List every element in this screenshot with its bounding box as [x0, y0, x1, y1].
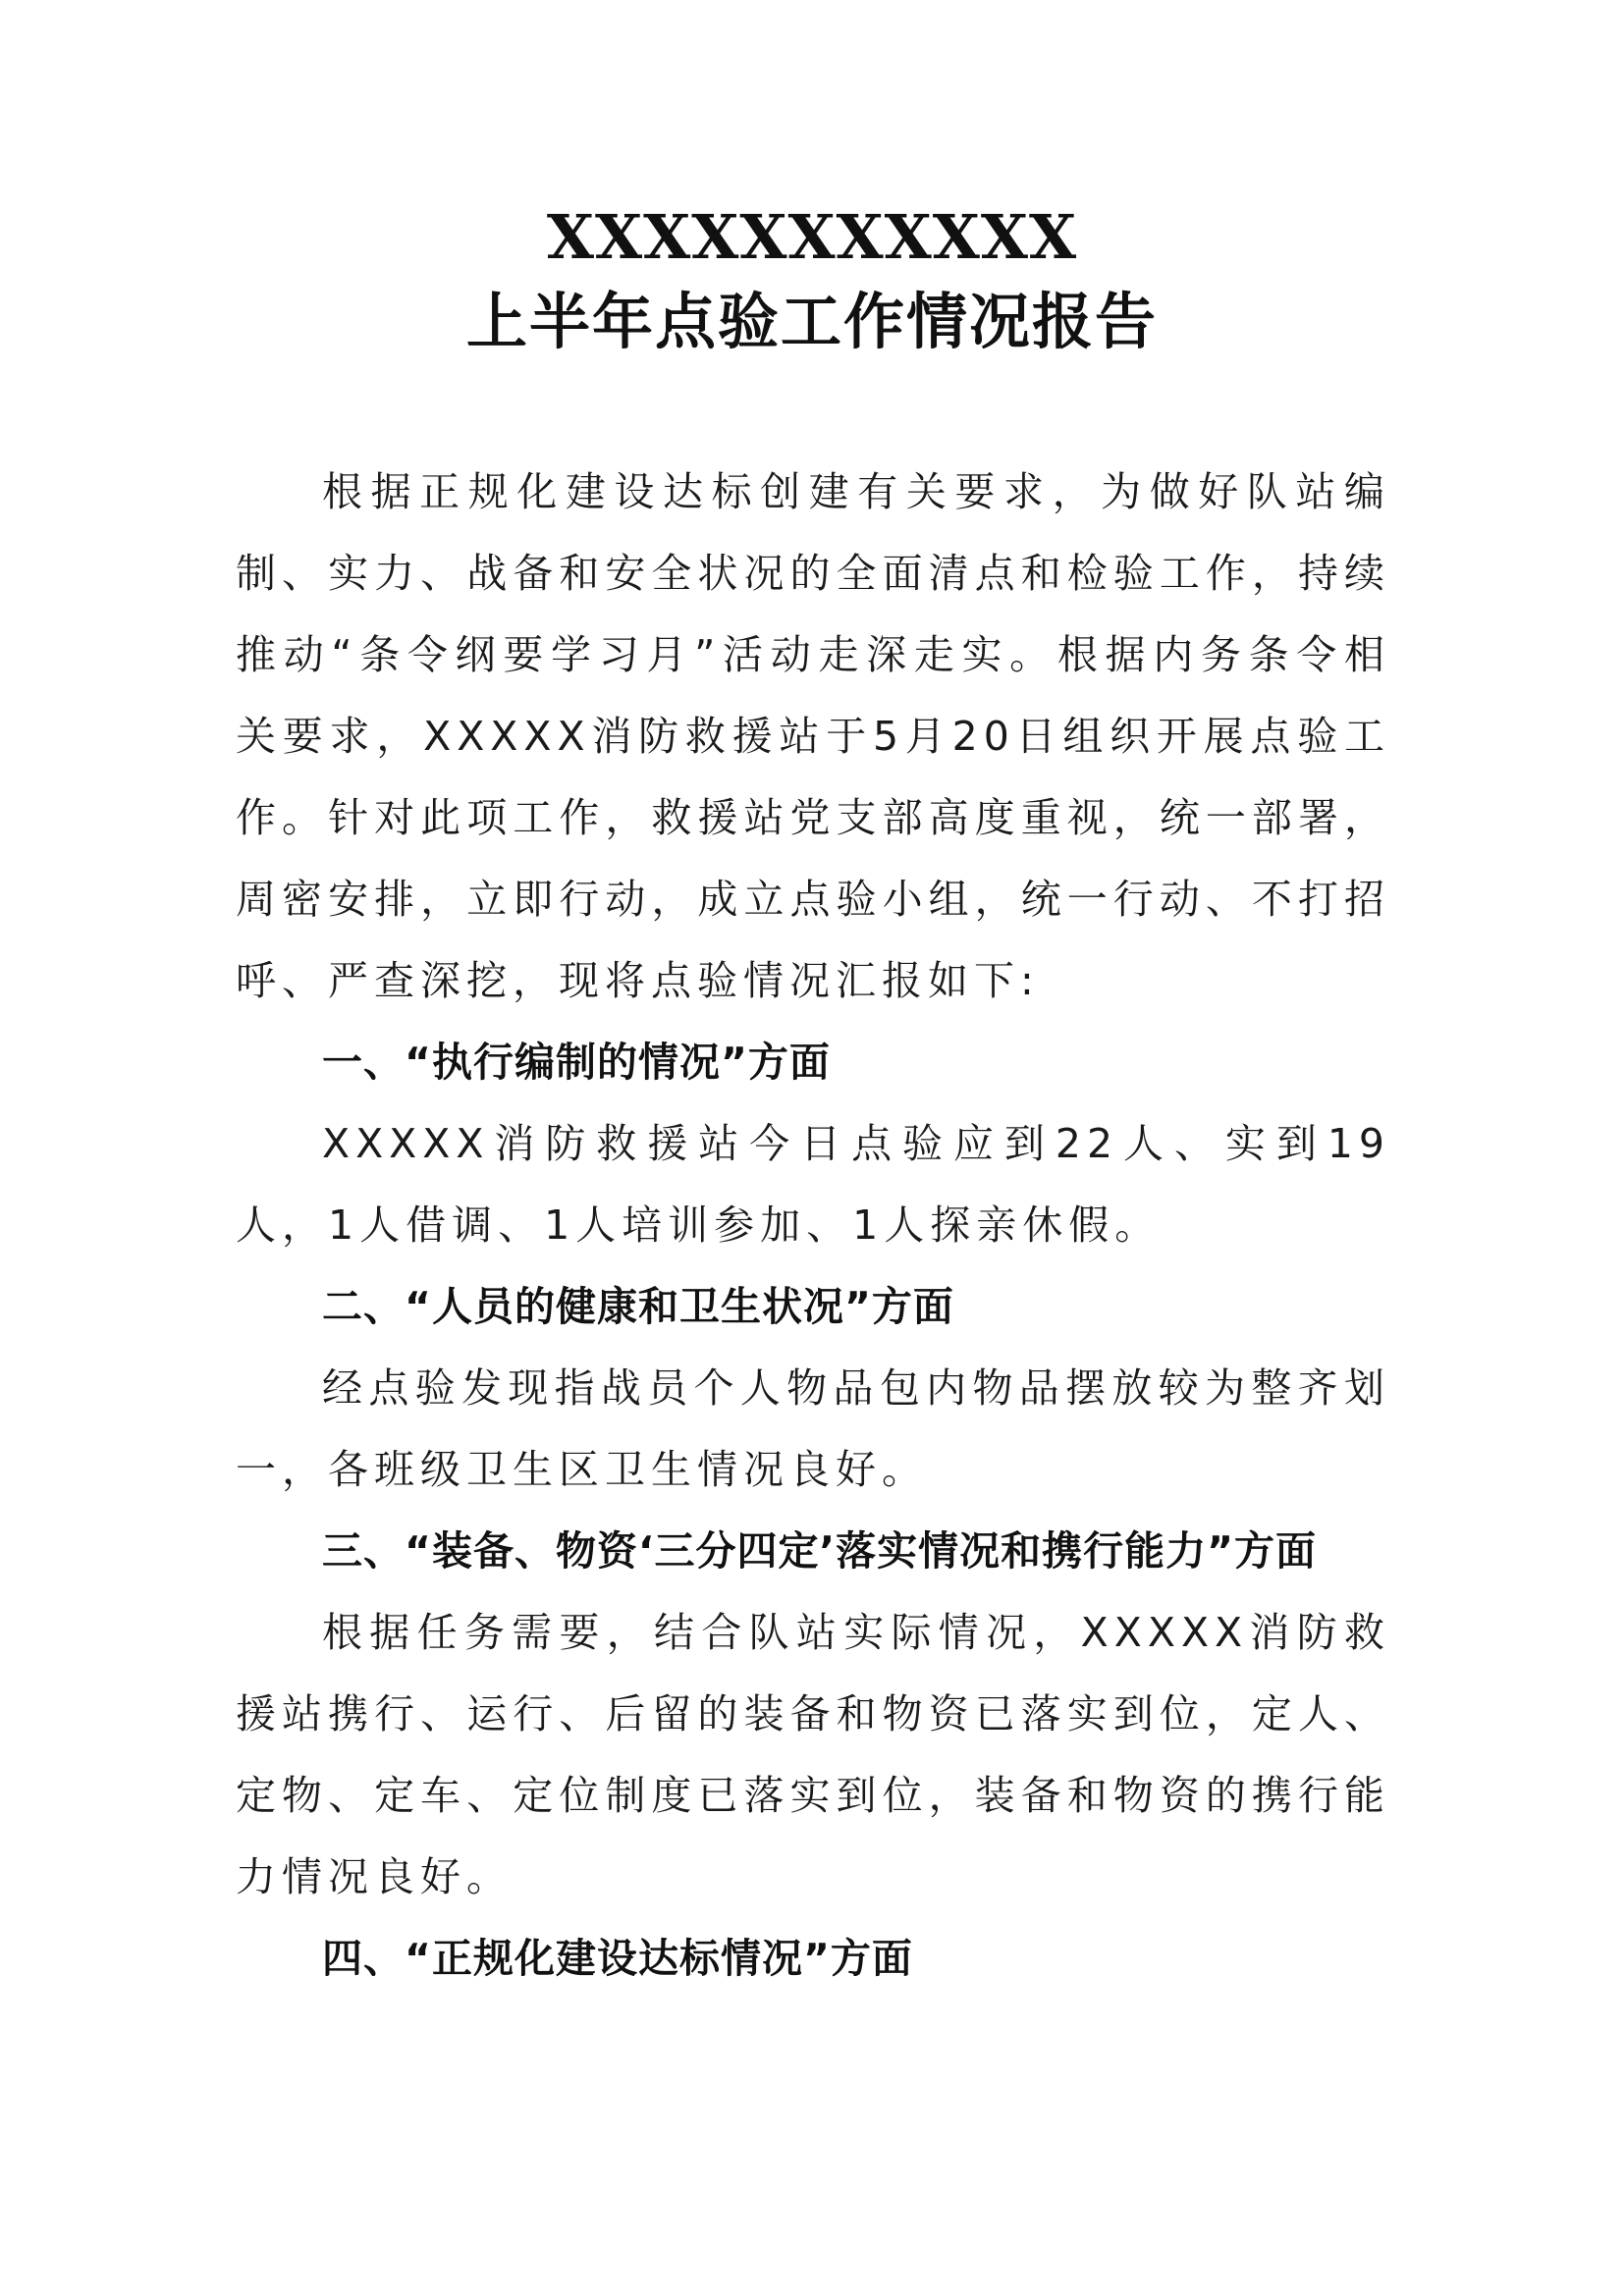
section-4-heading: 四、“正规化建设达标情况”方面: [322, 1935, 913, 1982]
intro-paragraph: 根据正规化建设达标创建有关要求，为做好队站编制、实力、战备和安全状况的全面清点和检验工作，持续推动“条令纲要学习月”活动走深走实。根据内务条令相关要求，XXXXX消防救援站于5月20日组织开展点验工作。针对此项工作，救援站党支部高度重视，统一部署，周密安排，立即行动，成立点验小组，统一行动、不打招呼、严查深挖，现将点验情况汇报如下:: [236, 468, 1390, 1004]
section-1-body: XXXXX消防救援站今日点验应到22人、实到19人，1人借调、1人培训参加、1人探亲休假。: [236, 1120, 1390, 1249]
title-line-2: 上半年点验工作情况报告: [465, 286, 1158, 357]
section-3-heading: 三、“装备、物资‘三分四定’落实情况和携行能力”方面: [322, 1527, 1318, 1575]
title-line-1: XXXXXXXXXXX: [546, 201, 1078, 273]
document-body: [236, 452, 1390, 2000]
section-2-body: 经点验发现指战员个人物品包内物品摆放较为整齐划一，各班级卫生区卫生情况良好。: [236, 1364, 1390, 1493]
document-title: [0, 196, 1624, 365]
section-2-heading: 二、“人员的健康和卫生状况”方面: [322, 1283, 954, 1330]
section-3-body: 根据任务需要，结合队站实际情况，XXXXX消防救援站携行、运行、后留的装备和物资已落实到位，定人、定物、定车、定位制度已落实到位，装备和物资的携行能力情况良好。: [236, 1609, 1390, 1900]
section-1-heading: 一、“执行编制的情况”方面: [322, 1039, 831, 1086]
